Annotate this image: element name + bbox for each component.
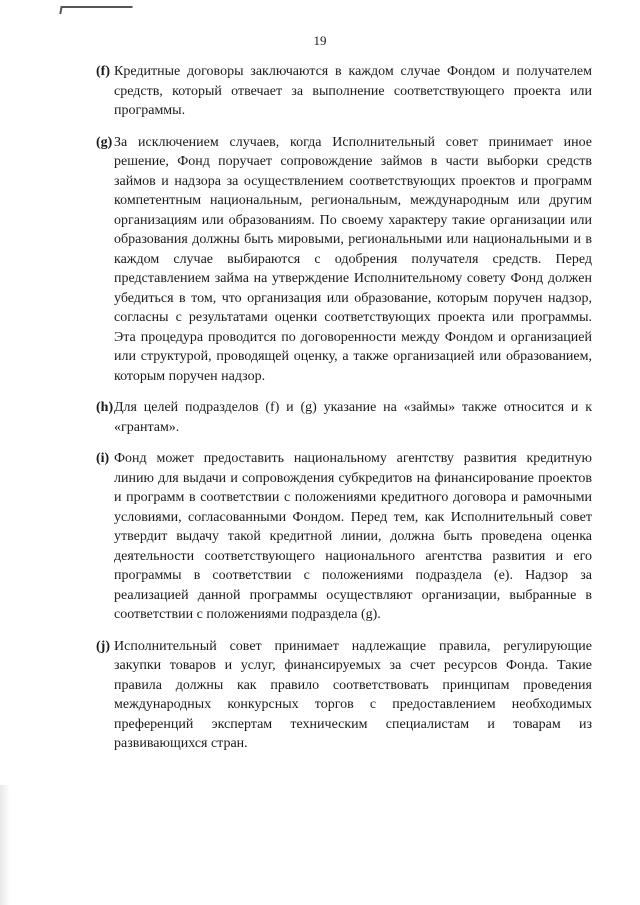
page-number: 19 xyxy=(313,33,327,48)
paragraph-marker: (f) xyxy=(96,64,110,79)
paragraph-text: Для целей подразделов (f) и (g) указание на «займы» также относится и к «грантам». xyxy=(114,400,592,435)
paragraph-i xyxy=(96,449,592,625)
paragraph-marker: (j) xyxy=(96,638,110,654)
document-body xyxy=(96,62,592,766)
paragraph-f xyxy=(96,62,592,121)
paragraph-marker: (h) xyxy=(96,400,114,415)
paragraph-text: За исключением случаев, когда Исполнительный совет принимает иное решение, Фонд поручает сопровождение займов в части выборки средств займов и надзора за осуществлением соответствующих проектов и программ компетентным национальным, региональным, международным или другим организациям или образованиям. По своему характеру такие организации или образования должны быть мировыми, региональными или национальными и в каждом случае выбираются с одобрения получателя средств. Перед представлением займа на утверждение Исполнительному совету Фонд должен убедиться в том, что организация или образование, которым поручен надзор, согласны с результатами оценки соответствующих проекта или программы. Эта процедура проводится по договоренности между Фондом и организацией или структурой, проводящей оценку, а также организацией или образованием, которым поручен надзор. xyxy=(114,134,592,384)
paragraph-text: Исполнительный совет принимает надлежащие правила, регулирующие закупки товаров и услуг, финансируемых за счет ресурсов Фонда. Такие правила должны как правило соответствовать принципам проведения международных конкурсных торгов с предоставлением необходимых преференций экспертам техническим специалистам и товарам из развивающихся стран. xyxy=(114,638,592,751)
paragraph-marker: (i) xyxy=(96,451,110,466)
paragraph-h xyxy=(96,398,592,437)
paragraph-j xyxy=(96,637,592,754)
paragraph-g xyxy=(96,133,592,387)
scan-corner-mark xyxy=(59,6,132,14)
scan-edge-shadow xyxy=(0,785,10,905)
paragraph-text: Фонд может предоставить национальному агентству развития кредитную линию для выдачи и сопровождения субкредитов на финансирование проектов и программ в соответствии с положениями кредитного договора и рамочными условиями, согласованными Фондом. Перед тем, как Исполнительный совет утвердит выдачу такой кредитной линии, должна быть проведена оценка деятельности соответствующего национального агентства развития и его программы в соответствии с положениями подраздела (e). Надзор за реализацией данной программы осуществляют организации, выбранные в соответствии с положениями подраздела (g). xyxy=(114,451,592,622)
paragraph-marker: (g) xyxy=(96,134,113,150)
paragraph-text: Кредитные договоры заключаются в каждом случае Фондом и получателем средств, который отвечает за выполнение соответствующего проекта или программы. xyxy=(114,64,592,118)
